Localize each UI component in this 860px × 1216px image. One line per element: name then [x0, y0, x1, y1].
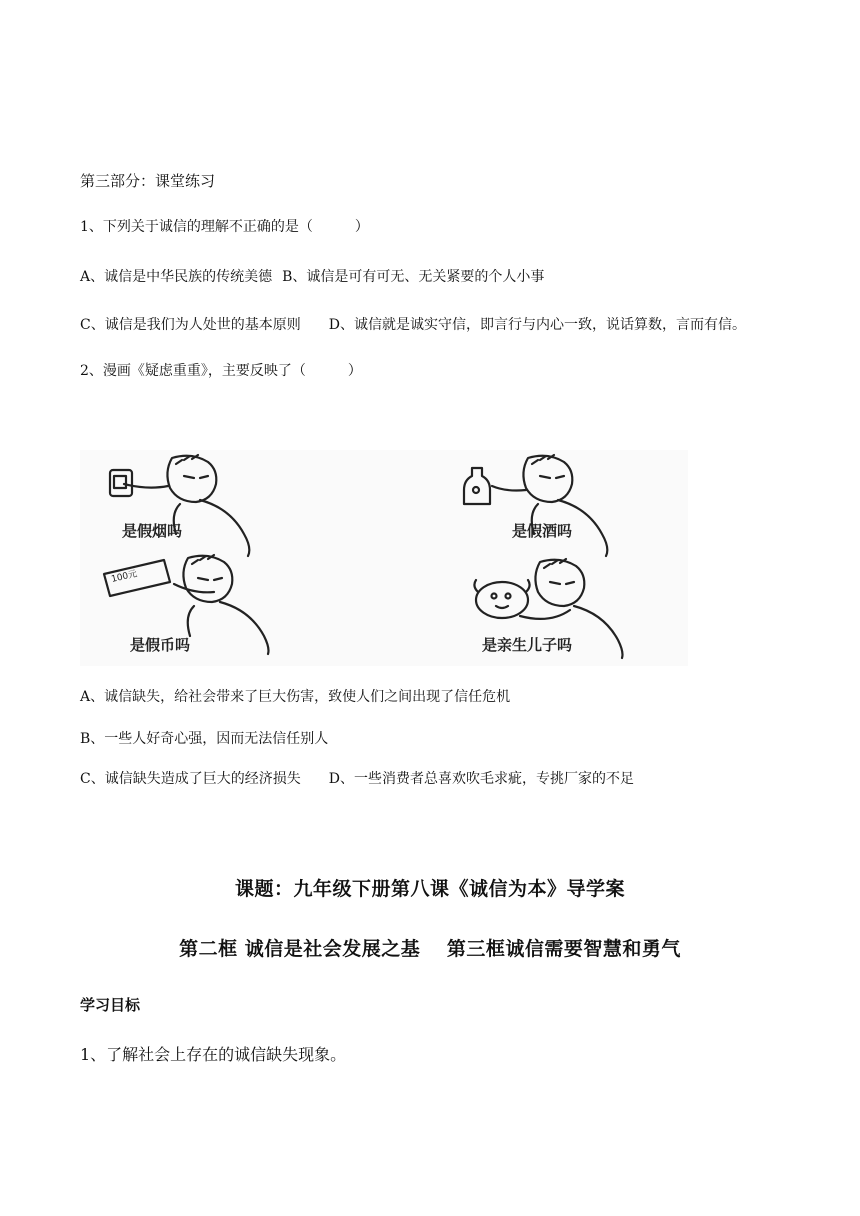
objective-1: 1、了解社会上存在的诚信缺失现象。	[80, 1045, 347, 1064]
q2-option-c: C、诚信缺失造成了巨大的经济损失	[80, 771, 301, 787]
q1-options-cd	[80, 316, 746, 334]
q2-options-cd	[80, 770, 634, 788]
q2-option-d: D、一些消费者总喜欢吹毛求疵，专挑厂家的不足	[328, 771, 634, 787]
comic-note-text: 100元	[110, 569, 139, 585]
q1-option-b: B、诚信是可有可无、无关紧要的个人小事	[282, 269, 545, 285]
q1-option-d: D、诚信就是诚实守信，即言行与内心一致，说话算数，言而有信。	[328, 317, 746, 333]
part3-heading: 第三部分：课堂练习	[80, 172, 216, 190]
objectives-heading: 学习目标	[80, 996, 141, 1014]
q2-option-b: B、一些人好奇心强，因而无法信任别人	[80, 731, 329, 747]
q1-options-ab	[80, 268, 544, 286]
comic-suspicion	[80, 450, 688, 666]
comic-caption-3: 是假币吗	[130, 636, 191, 654]
lesson-subtitle: 第二框 诚信是社会发展之基 第三框诚信需要智慧和勇气	[179, 938, 681, 960]
comic-figure-cigarettes	[110, 455, 249, 556]
q1-stem: 1、下列关于诚信的理解不正确的是（ ）	[80, 219, 369, 235]
lesson-title: 课题：九年级下册第八课《诚信为本》导学案	[234, 878, 625, 900]
q1-option-a: A、诚信是中华民族的传统美德	[80, 269, 273, 285]
q2-stem: 2、漫画《疑虑重重》，主要反映了（ ）	[80, 363, 362, 379]
comic-figure-liquor	[464, 455, 607, 556]
q2-option-a: A、诚信缺失，给社会带来了巨大伤害，致使人们之间出现了信任危机	[80, 689, 511, 705]
q1-option-c: C、诚信是我们为人处世的基本原则	[80, 317, 301, 333]
comic-caption-4: 是亲生儿子吗	[482, 636, 573, 654]
comic-caption-1: 是假烟吗	[122, 522, 183, 540]
comic-caption-2: 是假酒吗	[512, 522, 573, 540]
